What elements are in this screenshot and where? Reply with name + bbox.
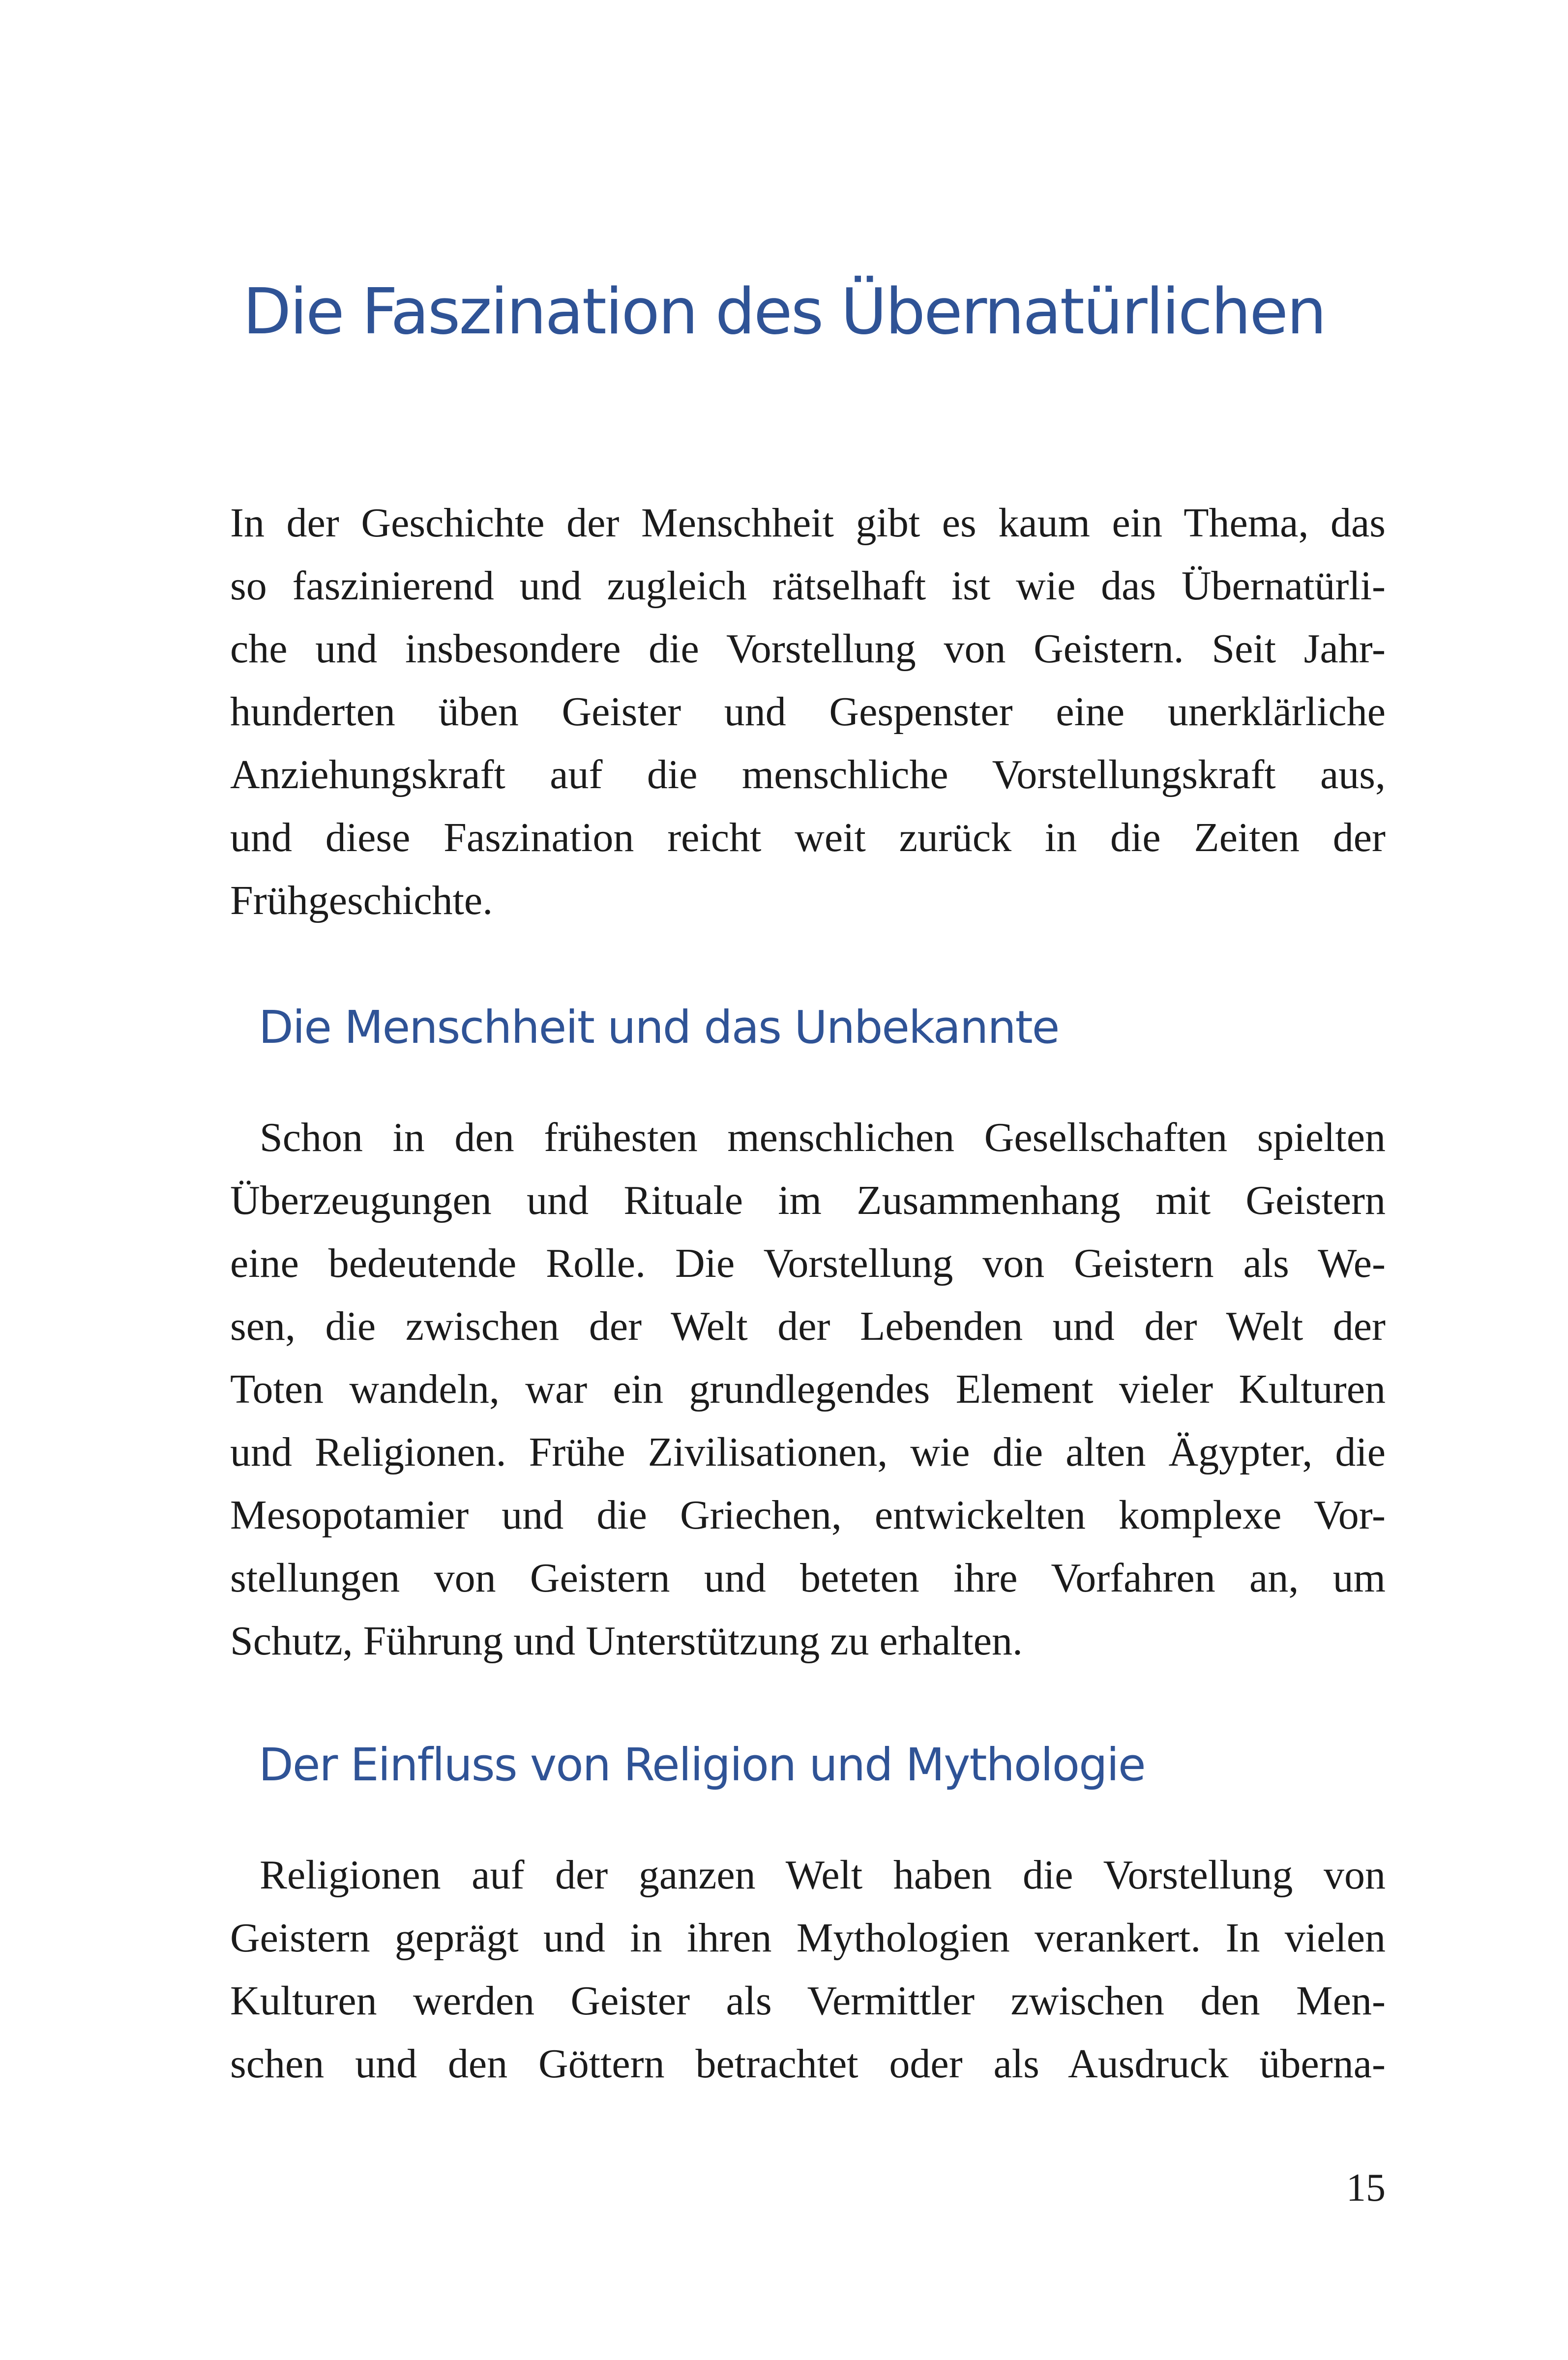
section2-line: Kulturen werden Geister als Vermittler zwischen den Men- <box>230 1978 1386 2024</box>
section1-line: eine bedeutende Rolle. Die Vorstellung von Geistern als We- <box>230 1240 1386 1286</box>
intro-line: hunderten üben Geister und Gespenster eine unerklärliche <box>230 689 1386 735</box>
section1-line: stellungen von Geistern und beteten ihre Vorfahren an, um <box>230 1555 1386 1601</box>
section2-line: schen und den Göttern betrachtet oder als Ausdruck überna- <box>230 2041 1386 2087</box>
intro-line: Anziehungskraft auf die menschliche Vorstellungskraft aus, <box>230 752 1386 797</box>
section2-line: Geistern geprägt und in ihren Mythologien verankert. In vielen <box>230 1915 1386 1961</box>
section1-line: Schon in den frühesten menschlichen Gesellschaften spielten <box>260 1115 1386 1160</box>
intro-line: Frühgeschichte. <box>230 878 493 923</box>
section1-line: Mesopotamier und die Griechen, entwickelten komplexe Vor- <box>230 1492 1386 1538</box>
section1-line: Schutz, Führung und Unterstützung zu erhalten. <box>230 1618 1023 1664</box>
page-number: 15 <box>1346 2166 1386 2210</box>
intro-line: und diese Faszination reicht weit zurück in die Zeiten der <box>230 815 1386 860</box>
section2-line: Religionen auf der ganzen Welt haben die Vorstellung von <box>260 1852 1386 1898</box>
intro-line: In der Geschichte der Menschheit gibt es kaum ein Thema, das <box>230 500 1386 546</box>
section-heading: Die Menschheit und das Unbekannte <box>259 1001 1059 1054</box>
section1-line: und Religionen. Frühe Zivilisationen, wie die alten Ägypter, die <box>230 1429 1386 1475</box>
chapter-title: Die Faszination des Übernatürlichen <box>242 275 1326 349</box>
section1-line: Toten wandeln, war ein grundlegendes Element vieler Kulturen <box>230 1366 1386 1412</box>
section-heading: Der Einfluss von Religion und Mythologie <box>259 1739 1145 1791</box>
section1-line: Überzeugungen und Rituale im Zusammenhang mit Geistern <box>230 1178 1386 1223</box>
intro-line: so faszinierend und zugleich rätselhaft ist wie das Übernatürli- <box>230 563 1386 609</box>
intro-line: che und insbesondere die Vorstellung von Geistern. Seit Jahr- <box>230 626 1386 672</box>
section1-line: sen, die zwischen der Welt der Lebenden und der Welt der <box>230 1303 1386 1349</box>
